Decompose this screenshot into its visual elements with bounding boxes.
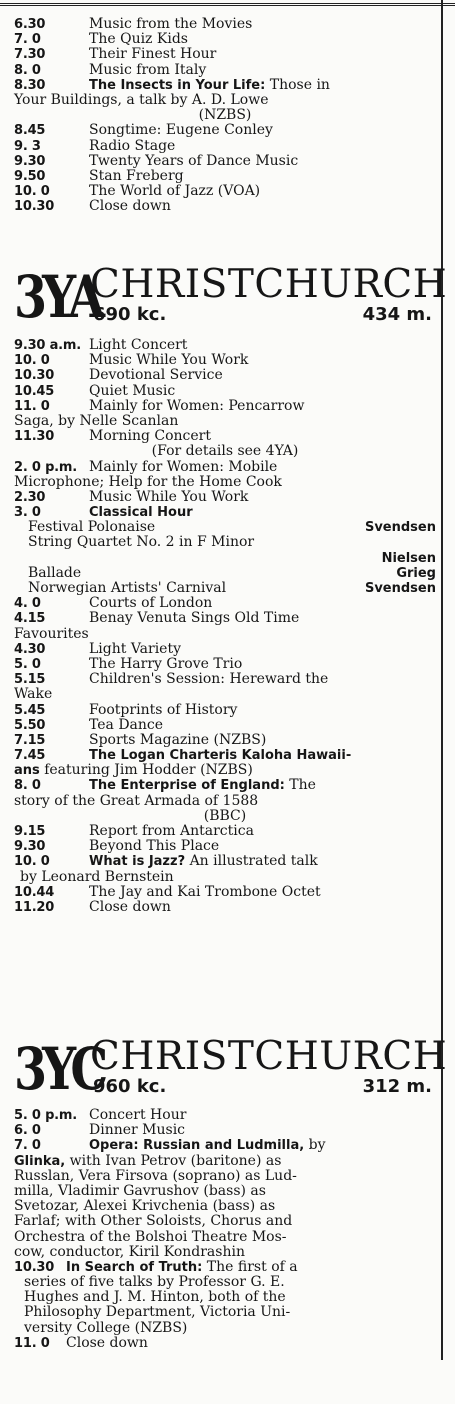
listing-row: 8.45 Songtime: Eugene Conley <box>14 122 273 139</box>
listing-row: 10.44 The Jay and Kai Trombone Octet <box>14 883 321 900</box>
listing-continuation: Wake <box>14 686 53 703</box>
listing-continuation: Philosophy Department, Victoria Uni- <box>24 1304 291 1321</box>
listing-row: 6.30 Music from the Movies <box>14 16 253 32</box>
listing-continuation: cow, conductor, Kiril Kondrashin <box>14 1243 245 1260</box>
listing-row: 7. 0 Opera: Russian and Ludmilla, by <box>14 1137 326 1154</box>
station-callsign: 3YC <box>14 1035 104 1103</box>
listing-continuation: by Leonard Bernstein <box>20 868 174 885</box>
listing-continuation: Favourites <box>14 625 89 642</box>
listing-row: 5.50 Tea Dance <box>14 716 164 733</box>
listing-row: 7.30 Their Finest Hour <box>14 46 217 63</box>
listing-row: 8. 0 The Enterprise of England: The <box>14 777 316 794</box>
listing-row: 11.30 Morning Concert <box>14 428 211 445</box>
listing-continuation: Hughes and J. M. Hinton, both of the <box>24 1289 286 1306</box>
listing-row: 9.15 Report from Antarctica <box>14 823 254 839</box>
listing-continuation: Saga, by Nelle Scanlan <box>14 412 179 429</box>
listing-source: (BBC) <box>203 807 247 824</box>
listing-row: 5.45 Footprints of History <box>14 701 238 718</box>
listing-row: 11.20 Close down <box>14 898 171 915</box>
listing-row: 9.30 Twenty Years of Dance Music <box>14 152 299 169</box>
listing-row: 10.30 Close down <box>14 198 171 215</box>
listing-continuation: Svetozar, Alexei Krivchenia (bass) as <box>14 1198 276 1215</box>
column-rule <box>441 0 443 1360</box>
listing-continuation: ans featuring Jim Hodder (NZBS) <box>14 762 253 779</box>
listing-row: 2.30 Music While You Work <box>14 488 249 505</box>
listing-row: 4.30 Light Variety <box>14 640 181 657</box>
station-wavelength: 312 m. <box>362 1076 432 1097</box>
station-header-3yc <box>14 1034 448 1104</box>
evening-listing <box>14 17 436 214</box>
listing-continuation: story of the Great Armada of 1588 <box>14 792 259 809</box>
listing-row: 10. 0 What is Jazz? An illustrated talk <box>14 853 318 870</box>
listing-continuation: Russlan, Vera Firsova (soprano) as Lud- <box>14 1167 297 1184</box>
listing-row: 10.30 Devotional Service <box>14 367 223 384</box>
classical-work: String Quartet No. 2 in F Minor <box>28 534 255 551</box>
classical-work: Ballade Grieg <box>28 564 436 581</box>
listing-continuation: series of five talks by Professor G. E. <box>24 1274 285 1291</box>
listing-row: 7.15 Sports Magazine (NZBS) <box>14 731 267 748</box>
listing-source: (NZBS) <box>198 107 252 124</box>
top-rule <box>0 3 455 6</box>
listing-row: 9.30 Beyond This Place <box>14 838 220 855</box>
station-3ya-listing <box>14 338 436 915</box>
listing-row: 10. 0 The World of Jazz (VOA) <box>14 183 261 200</box>
station-city: CHRISTCHURCH <box>90 1034 448 1079</box>
listing-row: 6. 0 Dinner Music <box>14 1122 186 1139</box>
listing-continuation: Your Buildings, a talk by A. D. Lowe <box>14 91 269 108</box>
listing-note: (For details see 4YA) <box>151 443 299 460</box>
station-city: CHRISTCHURCH <box>90 262 448 307</box>
listing-row: 8.30 The Insects in Your Life: Those in <box>14 76 330 93</box>
listing-row: 8. 0 Music from Italy <box>14 61 207 78</box>
listing-row: 3. 0 Classical Hour <box>14 505 193 521</box>
listing-row: 5. 0 p.m. Concert Hour <box>14 1107 187 1123</box>
listing-continuation: Farlaf; with Other Soloists, Chorus and <box>14 1213 293 1230</box>
listing-row: 4.15 Benay Venuta Sings Old Time <box>14 610 300 627</box>
listing-continuation: versity College (NZBS) <box>24 1319 188 1336</box>
listing-row: 10.30 In Search of Truth: The first of a <box>14 1258 298 1275</box>
listing-row: 7. 0 The Quiz Kids <box>14 31 188 48</box>
classical-work: Festival Polonaise Svendsen <box>28 519 436 536</box>
listing-row: 5.15 Children's Session: Hereward the <box>14 671 329 688</box>
listing-row: 5. 0 The Harry Grove Trio <box>14 655 243 672</box>
station-frequency: 960 kc. <box>93 1076 167 1097</box>
listing-row: 11. 0 Mainly for Women: Pencarrow <box>14 397 305 414</box>
listing-continuation: milla, Vladimir Gavrushov (bass) as <box>14 1182 266 1199</box>
listing-row: 11. 0 Close down <box>14 1334 148 1351</box>
listing-continuation: Microphone; Help for the Home Cook <box>14 473 282 490</box>
station-wavelength: 434 m. <box>362 304 432 325</box>
classical-work: Norwegian Artists' Carnival Svendsen <box>28 580 436 596</box>
listing-row: 2. 0 p.m. Mainly for Women: Mobile <box>14 458 278 475</box>
listing-row: 9. 3 Radio Stage <box>14 137 176 154</box>
listing-continuation: Orchestra of the Bolshoi Theatre Mos- <box>14 1228 287 1245</box>
listing-row: 9.30 a.m. Light Concert <box>14 337 188 353</box>
listing-row: 10. 0 Music While You Work <box>14 352 249 369</box>
listing-continuation: Glinka, with Ivan Petrov (baritone) as <box>14 1152 282 1169</box>
station-callsign: 3YA <box>14 263 101 331</box>
classical-composer: Nielsen <box>381 550 436 566</box>
listing-row: 9.50 Stan Freberg <box>14 167 184 184</box>
listing-row: 4. 0 Courts of London <box>14 595 213 612</box>
station-header-3ya <box>14 262 448 332</box>
station-3yc-listing <box>14 1108 436 1351</box>
station-frequency: 690 kc. <box>93 304 167 325</box>
listing-row: 7.45 The Logan Charteris Kaloha Hawaii- <box>14 748 352 764</box>
listing-row: 10.45 Quiet Music <box>14 382 176 399</box>
